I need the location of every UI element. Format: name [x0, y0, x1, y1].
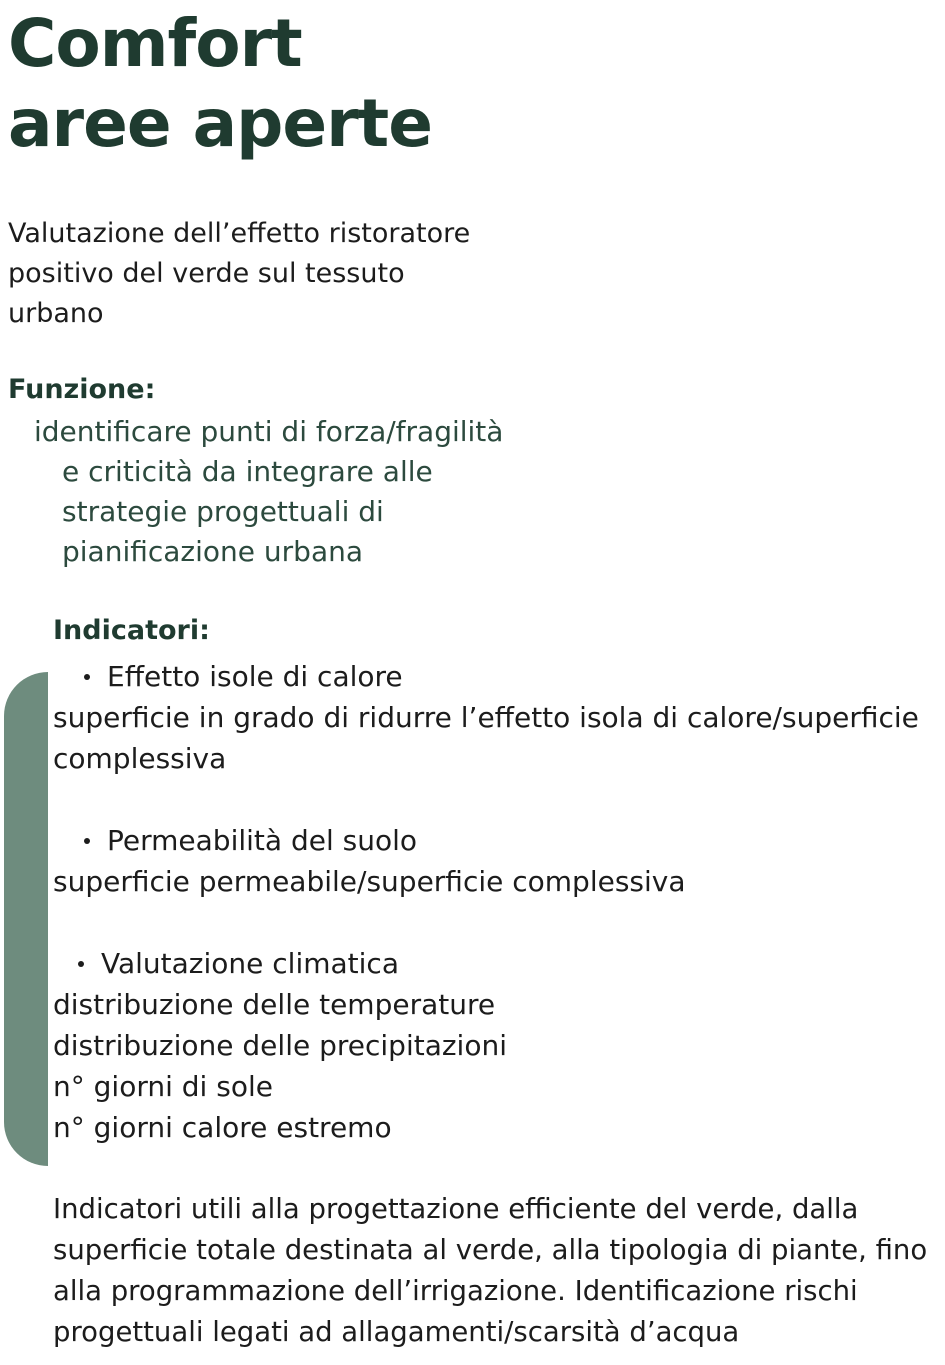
funzione-line: identificare punti di forza/fragilità — [34, 415, 504, 448]
funzione-description — [34, 412, 503, 572]
note-line: Indicatori utili alla progettazione efficiente del verde, dalla — [53, 1193, 859, 1225]
note-line: superficie totale destinata al verde, alla tipologia di piante, fino — [53, 1234, 928, 1266]
subtitle-line: urbano — [8, 298, 104, 329]
title-line-1: Comfort — [8, 5, 302, 82]
indicatori-heading: Indicatori: — [53, 615, 210, 646]
note-line: alla programmazione dell’irrigazione. Identificazione rischi — [53, 1275, 858, 1307]
accent-side-bar — [4, 672, 48, 1166]
indicator-detail: distribuzione delle precipitazioni — [53, 1029, 507, 1062]
indicator-detail: superficie permeabile/superficie complessiva — [53, 865, 686, 898]
indicator-detail: distribuzione delle temperature — [53, 988, 496, 1021]
closing-note — [53, 1189, 943, 1353]
subtitle-line: Valutazione dell’effetto ristoratore — [8, 218, 471, 249]
indicator-valutazione-climatica — [53, 943, 938, 1148]
note-line: progettuali legati ad allagamenti/scarsità d’acqua — [53, 1316, 740, 1348]
subtitle-line: positivo del verde sul tessuto — [8, 258, 405, 289]
indicator-detail: superficie in grado di ridurre l’effetto isola di calore/superficie — [53, 701, 919, 734]
funzione-line: e criticità da integrare alle — [62, 455, 433, 488]
funzione-heading: Funzione: — [8, 374, 156, 405]
funzione-line: pianificazione urbana — [62, 535, 363, 568]
funzione-line: strategie progettuali di — [62, 495, 384, 528]
indicator-heading: Permeabilità del suolo — [107, 820, 938, 861]
indicator-heading: Valutazione climatica — [101, 943, 938, 984]
indicator-detail: complessiva — [53, 742, 227, 775]
title-line-2: aree aperte — [8, 85, 432, 162]
subtitle — [8, 214, 528, 334]
indicator-detail: n° giorni di sole — [53, 1070, 273, 1103]
page-title — [8, 4, 432, 164]
indicator-permeabilita — [53, 820, 938, 902]
indicator-heading: Effetto isole di calore — [107, 656, 938, 697]
indicator-effetto-isole — [53, 656, 938, 779]
indicator-detail: n° giorni calore estremo — [53, 1111, 392, 1144]
